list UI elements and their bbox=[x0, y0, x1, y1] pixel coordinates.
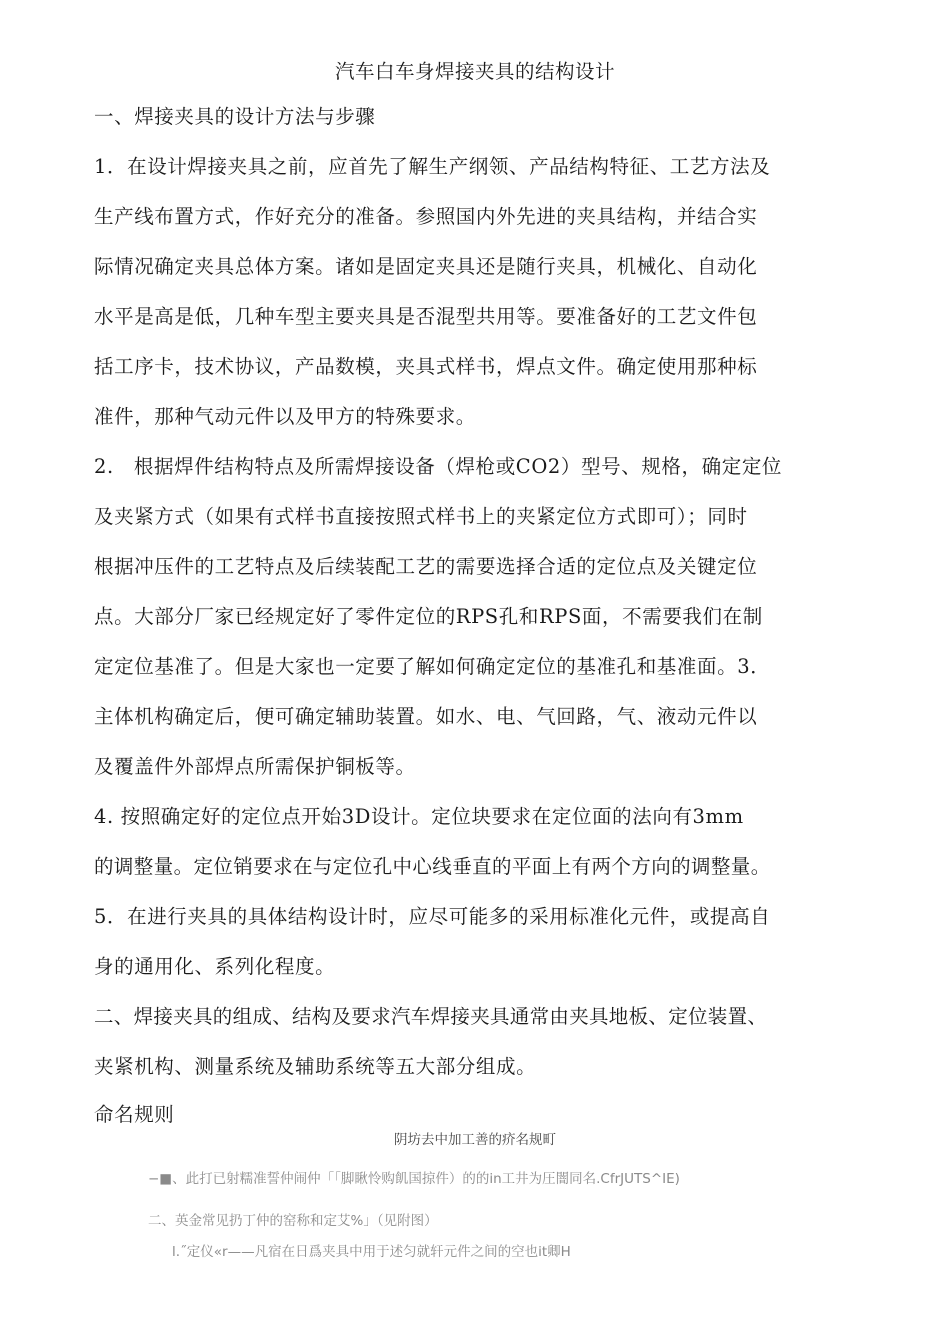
paragraph-line: 水平是高是低，几种车型主要夹具是否混型共用等。要准备好的工艺文件包 bbox=[94, 305, 758, 328]
document-title: 汽车白车身焊接夹具的结构设计 bbox=[334, 60, 615, 83]
paragraph-line: 身的通用化、系列化程度。 bbox=[94, 955, 336, 978]
paragraph-line: 的调整量。定位销要求在与定位孔中心线垂直的平面上有两个方向的调整量。 bbox=[94, 855, 771, 878]
paragraph-line: 4. 按照确定好的定位点开始3D设计。定位块要求在定位面的法向有3mm bbox=[94, 805, 744, 828]
paragraph-line: 定定位基准了。但是大家也一定要了解如何确定定位的基准孔和基准面。3． bbox=[94, 655, 771, 678]
embedded-image-title: 阴坊去中加工善的疥名规町 bbox=[394, 1132, 556, 1148]
paragraph-line: 1．在设计焊接夹具之前，应首先了解生产纲领、产品结构特征、工艺方法及 bbox=[94, 155, 771, 178]
paragraph-line: 及覆盖件外部焊点所需保护铜板等。 bbox=[94, 755, 416, 778]
paragraph-line: 括工序卡，技术协议，产品数模，夹具式样书，焊点文件。确定使用那种标 bbox=[94, 355, 758, 378]
subheading-naming-rules: 命名规则 bbox=[94, 1103, 175, 1126]
paragraph-line: 主体机构确定后，便可确定辅助装置。如水、电、气回路，气、液动元件以 bbox=[94, 705, 758, 728]
paragraph-line: 5．在进行夹具的具体结构设计时，应尽可能多的采用标准化元件，或提高自 bbox=[94, 905, 771, 928]
section-heading-2: 二、焊接夹具的组成、结构及要求汽车焊接夹具通常由夹具地板、定位装置、 bbox=[94, 1005, 768, 1028]
paragraph-line: 点。大部分厂家已经规定好了零件定位的RPS孔和RPS面，不需要我们在制 bbox=[94, 605, 763, 628]
paragraph-line: 2. 根据焊件结构特点及所需焊接设备（焊枪或CO2）型号、规格，确定定位 bbox=[94, 455, 783, 478]
embedded-image-line: 二、英金常见扔丁仲的窑称和定艾%」（见附图） bbox=[148, 1213, 438, 1229]
paragraph-line: 准件，那种气动元件以及甲方的特殊要求。 bbox=[94, 405, 476, 428]
paragraph-line: 根据冲压件的工艺特点及后续装配工艺的需要选择合适的定位点及关键定位 bbox=[94, 555, 758, 578]
paragraph-line: 际情况确定夹具总体方案。诸如是固定夹具还是随行夹具，机械化、自动化 bbox=[94, 255, 758, 278]
paragraph-line: 生产线布置方式，作好充分的准备。参照国内外先进的夹具结构，并结合实 bbox=[94, 205, 758, 228]
embedded-image-line: −■、此打已射糯准誓仲闹仲「「脚瞅怜购飢国掠件）的的in工井为圧闇同名.CfrJUTS^IE) bbox=[148, 1171, 680, 1187]
paragraph-line: 及夹紧方式（如果有式样书直接按照式样书上的夹紧定位方式即可）；同时 bbox=[94, 505, 748, 528]
section-heading-1: 一、焊接夹具的设计方法与步骤 bbox=[94, 105, 376, 128]
paragraph-line: 夹紧机构、测量系统及辅助系统等五大部分组成。 bbox=[94, 1055, 537, 1078]
embedded-image-line: l.˝定仪«r——凡宿在日爲夹具中用于述匀就轩元件之间的空也it卿H bbox=[172, 1244, 571, 1260]
